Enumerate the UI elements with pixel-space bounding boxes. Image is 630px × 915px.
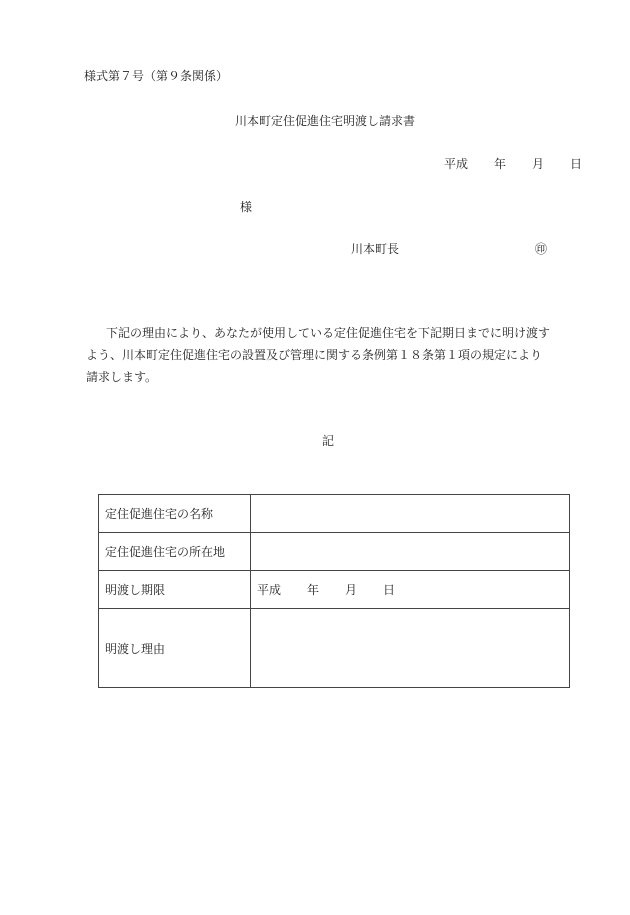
row-value[interactable]	[251, 609, 570, 688]
deadline-day: 日	[383, 583, 396, 597]
date-day: 日	[570, 157, 583, 171]
table-row	[99, 609, 570, 688]
row-label: 定住促進住宅の名称	[99, 495, 251, 533]
row-label: 明渡し理由	[99, 609, 251, 688]
body-line: 請求します。	[86, 370, 158, 384]
form-number: 様式第７号（第９条関係）	[84, 69, 229, 83]
issuer-name: 川本町長	[351, 242, 400, 256]
document-title: 川本町定住促進住宅明渡し請求書	[235, 114, 416, 128]
deadline-year: 年	[307, 583, 320, 597]
table-row	[99, 571, 570, 609]
detail-table	[98, 494, 570, 688]
body-line: よう、川本町定住促進住宅の設置及び管理に関する条例第１８条第１項の規定により	[86, 348, 543, 362]
deadline-date[interactable]	[251, 571, 570, 609]
date-month: 月	[532, 157, 545, 171]
row-value[interactable]	[251, 495, 570, 533]
table-row	[99, 495, 570, 533]
body-line: 下記の理由により、あなたが使用している定住促進住宅を下記期日までに明け渡す	[106, 326, 551, 340]
deadline-era: 平成	[257, 583, 282, 597]
seal-mark: ㊞	[535, 242, 548, 256]
table-row	[99, 533, 570, 571]
addressee-suffix: 様	[240, 200, 253, 214]
date-era: 平成	[444, 157, 469, 171]
request-body	[86, 322, 591, 388]
row-value[interactable]	[251, 533, 570, 571]
row-label: 定住促進住宅の所在地	[99, 533, 251, 571]
deadline-month: 月	[345, 583, 358, 597]
date-year: 年	[494, 157, 507, 171]
issue-date	[444, 155, 582, 172]
ki-heading: 記	[322, 434, 335, 448]
row-label: 明渡し期限	[99, 571, 251, 609]
